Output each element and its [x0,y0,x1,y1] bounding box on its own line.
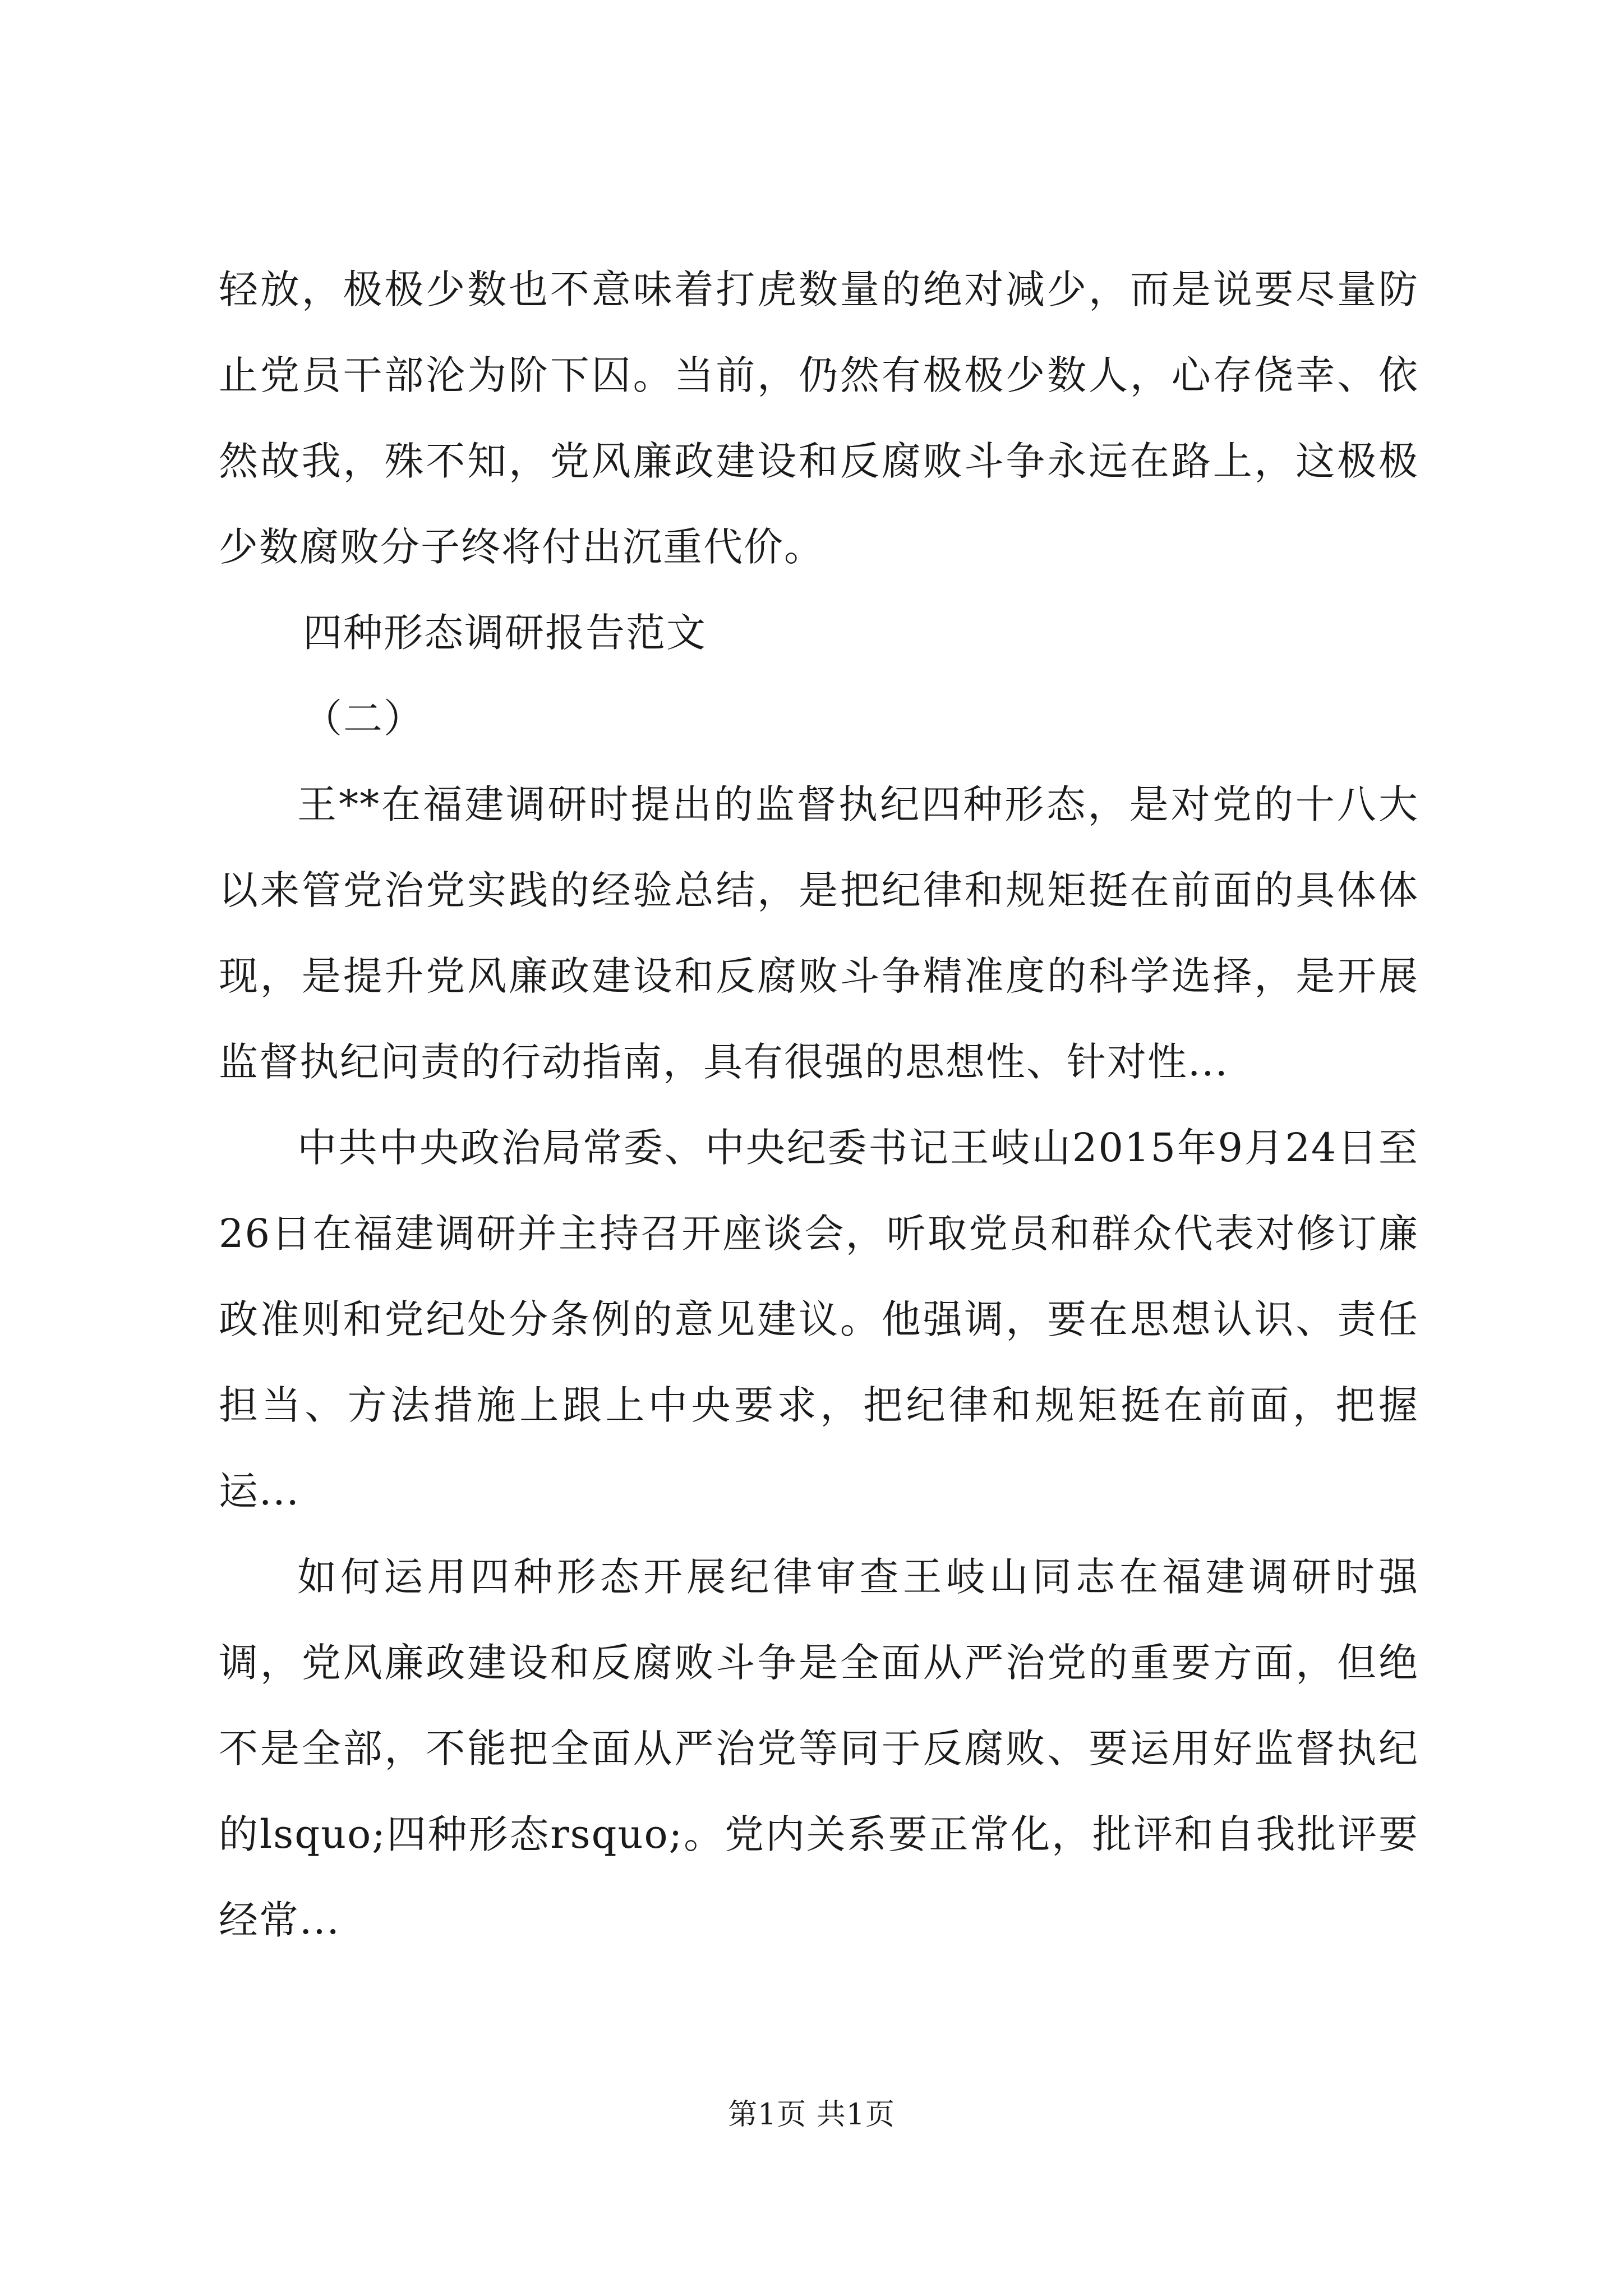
paragraph-continuation: 轻放，极极少数也不意味着打虎数量的绝对减少，而是说要尽量防止党员干部沦为阶下囚。当前，仍然有极极少数人，心存侥幸、依然故我，殊不知，党风廉政建设和反腐败斗争永远在路上，这极极少数腐败分子终将付出沉重代价。 [219,266,1419,570]
page-footer: 第1页 共1页 [728,2098,895,2132]
paragraph-summary-2: 中共中央政治局常委、中央纪委书记王岐山2015年9月24日至26日在福建调研并主持召开座谈会，听取党员和群众代表对修订廉政准则和党纪处分条例的意见建议。他强调，要在思想认识、责任担当、方法措施上跟上中央要求，把纪律和规矩挺在前面，把握运... [219,1125,1419,1514]
section-number: （二） [303,696,424,742]
paragraph-summary-3: 如何运用四种形态开展纪律审查王岐山同志在福建调研时强调，党风廉政建设和反腐败斗争是全面从严治党的重要方面，但绝不是全部，不能把全面从严治党等同于反腐败、要运用好监督执纪的lsquo;四种形态rsquo;。党内关系要正常化，批评和自我批评要经常... [219,1554,1419,1943]
document-body [219,247,1419,1963]
paragraph-summary-1: 王**在福建调研时提出的监督执纪四种形态，是对党的十八大以来管党治党实践的经验总结，是把纪律和规矩挺在前面的具体体现，是提升党风廉政建设和反腐败斗争精准度的科学选择，是开展监督执纪问责的行动指南，具有很强的思想性、针对性... [219,781,1419,1085]
section-title: 四种形态调研报告范文 [303,610,707,656]
